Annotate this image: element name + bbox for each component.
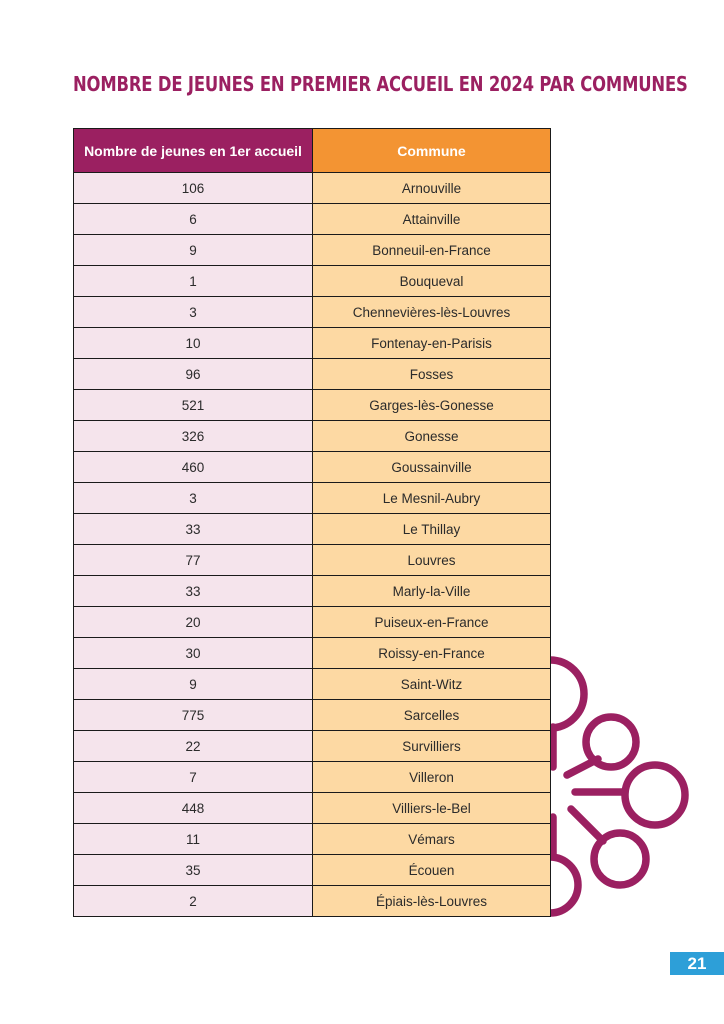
count-cell: 33 <box>74 576 313 607</box>
commune-cell: Fosses <box>313 359 551 390</box>
table-row <box>74 173 551 204</box>
commune-cell: Survilliers <box>313 731 551 762</box>
count-cell: 22 <box>74 731 313 762</box>
count-cell: 106 <box>74 173 313 204</box>
count-cell: 9 <box>74 235 313 266</box>
commune-cell: Bonneuil-en-France <box>313 235 551 266</box>
count-cell: 1 <box>74 266 313 297</box>
table-row <box>74 390 551 421</box>
count-cell: 3 <box>74 483 313 514</box>
table-row <box>74 731 551 762</box>
circle-network-icon <box>545 655 724 925</box>
commune-cell: Villeron <box>313 762 551 793</box>
count-cell: 11 <box>74 824 313 855</box>
commune-cell: Vémars <box>313 824 551 855</box>
commune-cell: Le Mesnil-Aubry <box>313 483 551 514</box>
table-header-row <box>74 129 551 173</box>
commune-cell: Saint-Witz <box>313 669 551 700</box>
commune-cell: Attainville <box>313 204 551 235</box>
count-cell: 7 <box>74 762 313 793</box>
table-row <box>74 421 551 452</box>
commune-cell: Sarcelles <box>313 700 551 731</box>
table-row <box>74 297 551 328</box>
count-cell: 521 <box>74 390 313 421</box>
table-row <box>74 886 551 917</box>
count-cell: 77 <box>74 545 313 576</box>
commune-cell: Villiers-le-Bel <box>313 793 551 824</box>
table-row <box>74 266 551 297</box>
table-row <box>74 328 551 359</box>
commune-cell: Goussainville <box>313 452 551 483</box>
table-row <box>74 204 551 235</box>
table-row <box>74 576 551 607</box>
page-title: NOMBRE DE JEUNES EN PREMIER ACCUEIL EN 2024 PAR COMMUNES <box>73 72 688 96</box>
count-cell: 30 <box>74 638 313 669</box>
table-row <box>74 669 551 700</box>
count-cell: 460 <box>74 452 313 483</box>
count-cell: 326 <box>74 421 313 452</box>
count-cell: 2 <box>74 886 313 917</box>
count-cell: 96 <box>74 359 313 390</box>
commune-cell: Le Thillay <box>313 514 551 545</box>
count-cell: 448 <box>74 793 313 824</box>
commune-cell: Chennevières-lès-Louvres <box>313 297 551 328</box>
commune-cell: Garges-lès-Gonesse <box>313 390 551 421</box>
commune-cell: Louvres <box>313 545 551 576</box>
table-row <box>74 824 551 855</box>
commune-cell: Écouen <box>313 855 551 886</box>
table-row <box>74 545 551 576</box>
page-number-badge: 21 <box>670 952 724 975</box>
table-row <box>74 638 551 669</box>
count-cell: 10 <box>74 328 313 359</box>
count-cell: 33 <box>74 514 313 545</box>
communes-table <box>73 128 551 917</box>
commune-cell: Arnouville <box>313 173 551 204</box>
table-body <box>74 173 551 917</box>
commune-cell: Bouqueval <box>313 266 551 297</box>
table-row <box>74 793 551 824</box>
table-row <box>74 359 551 390</box>
commune-cell: Épiais-lès-Louvres <box>313 886 551 917</box>
table-row <box>74 514 551 545</box>
commune-cell: Marly-la-Ville <box>313 576 551 607</box>
commune-cell: Fontenay-en-Parisis <box>313 328 551 359</box>
count-cell: 20 <box>74 607 313 638</box>
table-row <box>74 855 551 886</box>
table-row <box>74 235 551 266</box>
count-cell: 6 <box>74 204 313 235</box>
count-cell: 35 <box>74 855 313 886</box>
commune-cell: Roissy-en-France <box>313 638 551 669</box>
table-row <box>74 607 551 638</box>
table-row <box>74 452 551 483</box>
commune-cell: Gonesse <box>313 421 551 452</box>
count-cell: 775 <box>74 700 313 731</box>
commune-cell: Puiseux-en-France <box>313 607 551 638</box>
count-cell: 9 <box>74 669 313 700</box>
table-row <box>74 483 551 514</box>
table-row <box>74 700 551 731</box>
count-cell: 3 <box>74 297 313 328</box>
table-row <box>74 762 551 793</box>
count-column-header: Nombre de jeunes en 1er accueil <box>74 129 313 173</box>
commune-column-header: Commune <box>313 129 551 173</box>
